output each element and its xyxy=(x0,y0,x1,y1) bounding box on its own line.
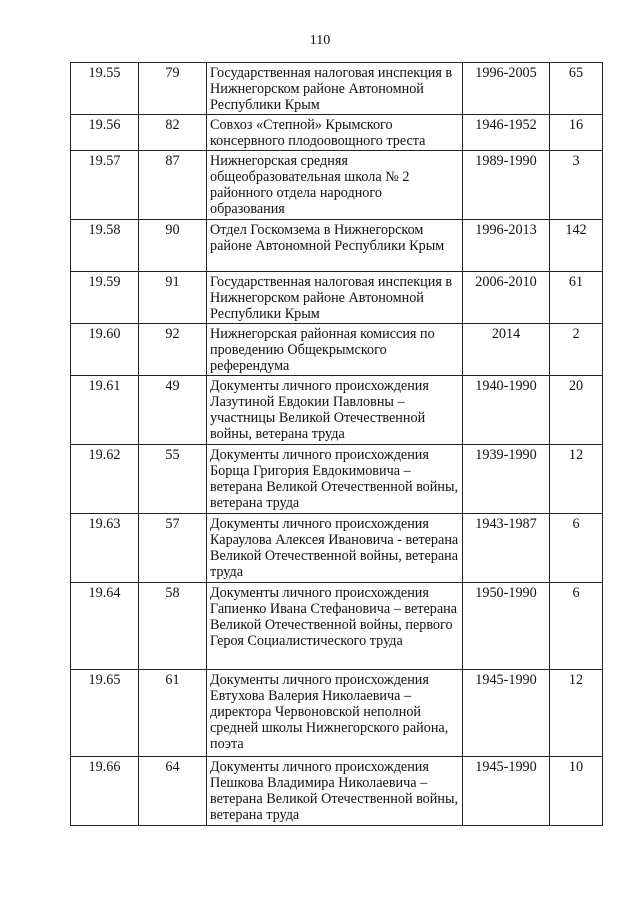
item-number: 19.65 xyxy=(71,670,139,757)
fund-number: 49 xyxy=(139,376,207,445)
table-row xyxy=(71,151,603,220)
storage-units-count: 12 xyxy=(550,445,603,514)
table-row xyxy=(71,757,603,826)
storage-units-count: 65 xyxy=(550,63,603,115)
date-range: 1945-1990 xyxy=(463,757,550,826)
item-number: 19.63 xyxy=(71,514,139,583)
storage-units-count: 3 xyxy=(550,151,603,220)
date-range: 2014 xyxy=(463,324,550,376)
fund-title: Документы личного происхождения Гапиенко Ивана Стефановича – ветерана Великой Отечественной войны, первого Героя Социалистического труда xyxy=(207,583,463,670)
storage-units-count: 10 xyxy=(550,757,603,826)
date-range: 1989-1990 xyxy=(463,151,550,220)
fund-title: Отдел Госкомзема в Нижнегорском районе Автономной Республики Крым xyxy=(207,220,463,272)
fund-number: 91 xyxy=(139,272,207,324)
table-row xyxy=(71,220,603,272)
table-row xyxy=(71,63,603,115)
fund-number: 57 xyxy=(139,514,207,583)
item-number: 19.66 xyxy=(71,757,139,826)
storage-units-count: 61 xyxy=(550,272,603,324)
table-row xyxy=(71,514,603,583)
fund-number: 61 xyxy=(139,670,207,757)
fund-title: Документы личного происхождения Караулова Алексея Ивановича - ветерана Великой Отечественной войны, ветерана труда xyxy=(207,514,463,583)
date-range: 1945-1990 xyxy=(463,670,550,757)
table-row xyxy=(71,583,603,670)
date-range: 1946-1952 xyxy=(463,115,550,151)
item-number: 19.59 xyxy=(71,272,139,324)
date-range: 1996-2005 xyxy=(463,63,550,115)
storage-units-count: 12 xyxy=(550,670,603,757)
page-number: 110 xyxy=(309,33,331,48)
archive-funds-table xyxy=(70,62,603,826)
storage-units-count: 142 xyxy=(550,220,603,272)
item-number: 19.56 xyxy=(71,115,139,151)
fund-number: 92 xyxy=(139,324,207,376)
date-range: 1950-1990 xyxy=(463,583,550,670)
storage-units-count: 2 xyxy=(550,324,603,376)
item-number: 19.61 xyxy=(71,376,139,445)
item-number: 19.57 xyxy=(71,151,139,220)
table-row xyxy=(71,272,603,324)
fund-number: 87 xyxy=(139,151,207,220)
item-number: 19.58 xyxy=(71,220,139,272)
storage-units-count: 6 xyxy=(550,583,603,670)
fund-title: Нижнегорская средняя общеобразовательная школа № 2 районного отдела народного образования xyxy=(207,151,463,220)
fund-number: 55 xyxy=(139,445,207,514)
table-body xyxy=(71,63,603,826)
fund-number: 90 xyxy=(139,220,207,272)
fund-number: 64 xyxy=(139,757,207,826)
fund-title: Документы личного происхождения Лазутиной Евдокии Павловны – участницы Великой Отечественной войны, ветерана труда xyxy=(207,376,463,445)
table-row xyxy=(71,376,603,445)
date-range: 2006-2010 xyxy=(463,272,550,324)
storage-units-count: 16 xyxy=(550,115,603,151)
fund-title: Совхоз «Степной» Крымского консервного плодоовощного треста xyxy=(207,115,463,151)
fund-number: 79 xyxy=(139,63,207,115)
fund-number: 82 xyxy=(139,115,207,151)
date-range: 1943-1987 xyxy=(463,514,550,583)
date-range: 1940-1990 xyxy=(463,376,550,445)
storage-units-count: 20 xyxy=(550,376,603,445)
table-row xyxy=(71,115,603,151)
date-range: 1939-1990 xyxy=(463,445,550,514)
storage-units-count: 6 xyxy=(550,514,603,583)
item-number: 19.55 xyxy=(71,63,139,115)
item-number: 19.60 xyxy=(71,324,139,376)
fund-title: Документы личного происхождения Евтухова Валерия Николаевича – директора Червоновской неполной средней школы Нижнегорского района, поэта xyxy=(207,670,463,757)
fund-title: Документы личного происхождения Пешкова Владимира Николаевича – ветерана Великой Отечественной войны, ветерана труда xyxy=(207,757,463,826)
fund-title: Государственная налоговая инспекция в Нижнегорском районе Автономной Республики Крым xyxy=(207,272,463,324)
fund-title: Документы личного происхождения Борща Григория Евдокимовича – ветерана Великой Отечественной войны, ветерана труда xyxy=(207,445,463,514)
item-number: 19.62 xyxy=(71,445,139,514)
table-row xyxy=(71,670,603,757)
table-row xyxy=(71,445,603,514)
fund-title: Государственная налоговая инспекция в Нижнегорском районе Автономной Республики Крым xyxy=(207,63,463,115)
table-row xyxy=(71,324,603,376)
item-number: 19.64 xyxy=(71,583,139,670)
fund-title: Нижнегорская районная комиссия по проведению Общекрымского референдума xyxy=(207,324,463,376)
fund-number: 58 xyxy=(139,583,207,670)
date-range: 1996-2013 xyxy=(463,220,550,272)
